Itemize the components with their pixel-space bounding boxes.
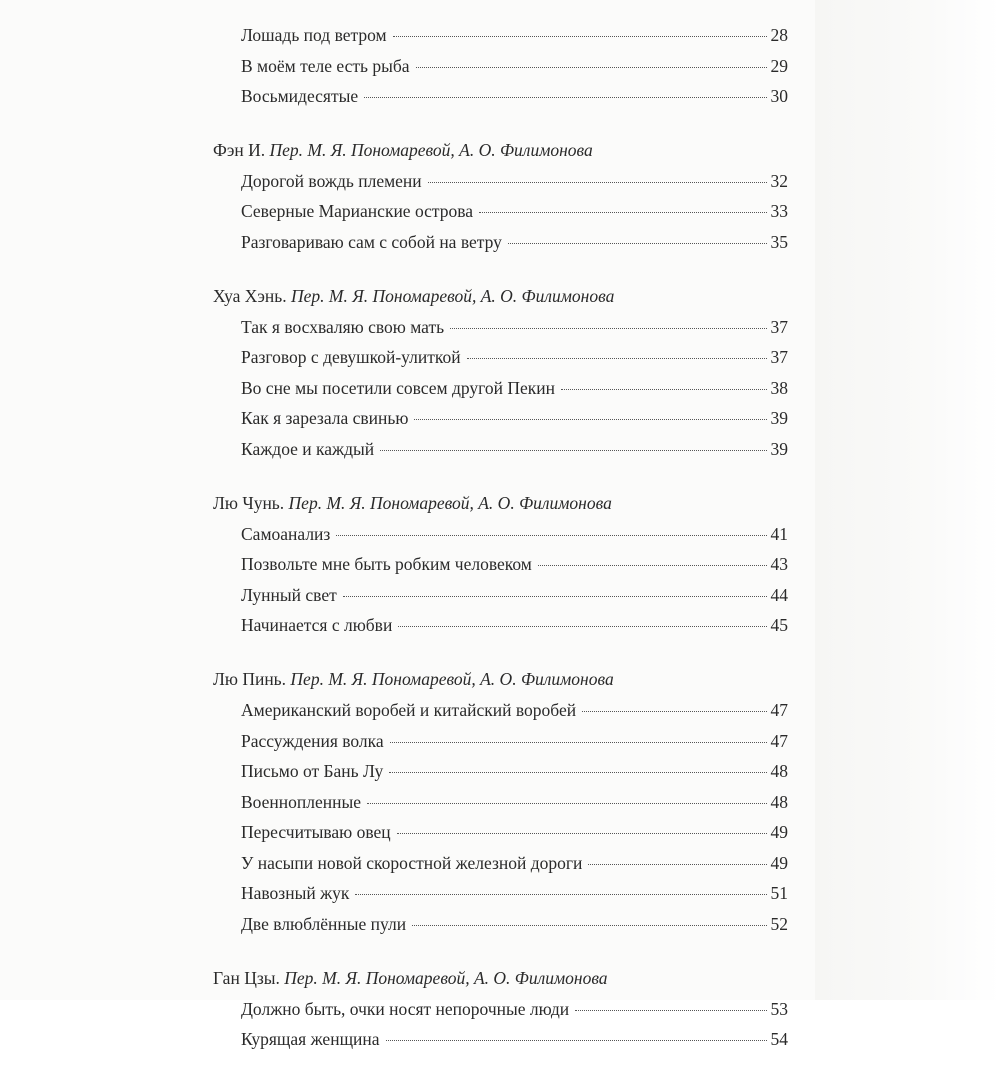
toc-entry [241, 166, 788, 197]
dot-leader [479, 212, 766, 213]
entry-page-number: 37 [770, 347, 788, 368]
entry-page-number: 41 [770, 523, 788, 544]
author-name: Фэн И. [213, 139, 266, 160]
author-name: Хуа Хэнь. [213, 285, 287, 306]
dot-leader [561, 389, 767, 390]
entry-page-number: 29 [770, 55, 788, 76]
entry-title: У насыпи новой скоростной железной дороги [241, 852, 583, 873]
dot-leader [390, 742, 767, 743]
translators-credit: Пер. М. Я. Пономаревой, А. О. Филимонова [288, 492, 612, 513]
entry-title: Разговор с девушкой-улиткой [241, 347, 461, 368]
entry-page-number: 37 [770, 316, 788, 337]
entry-title: Письмо от Бань Лу [241, 761, 384, 782]
author-heading [213, 488, 788, 519]
author-heading [213, 664, 788, 695]
dot-leader [467, 358, 767, 359]
entry-title: Должно быть, очки носят непорочные люди [241, 998, 570, 1019]
author-name: Лю Чунь. [213, 492, 285, 513]
entry-title: Курящая женщина [241, 1029, 380, 1050]
dot-leader [416, 67, 767, 68]
entry-title: Навозный жук [241, 883, 350, 904]
toc-entry [241, 695, 788, 726]
entry-page-number: 33 [770, 201, 788, 222]
toc-entry [241, 610, 788, 641]
entry-page-number: 48 [770, 791, 788, 812]
dot-leader [538, 565, 767, 566]
toc-entry [241, 51, 788, 82]
entry-title: Позвольте мне быть робким человеком [241, 554, 532, 575]
entry-page-number: 53 [770, 998, 788, 1019]
entry-title: Так я восхваляю свою мать [241, 316, 445, 337]
entry-page-number: 45 [770, 615, 788, 636]
toc-entry [241, 20, 788, 51]
toc-entry [241, 1024, 788, 1055]
entry-title: Каждое и каждый [241, 438, 375, 459]
author-heading [213, 963, 788, 994]
toc-entry [241, 373, 788, 404]
dot-leader [450, 328, 766, 329]
entry-page-number: 47 [770, 699, 788, 720]
toc-section [213, 135, 788, 258]
translators-credit: Пер. М. Я. Пономаревой, А. О. Филимонова [284, 967, 608, 988]
entry-page-number: 32 [770, 170, 788, 191]
toc-entry [241, 342, 788, 373]
entry-title: Во сне мы посетили совсем другой Пекин [241, 377, 555, 398]
entry-title: Разговариваю сам с собой на ветру [241, 231, 502, 252]
entry-title: Американский воробей и китайский воробей [241, 699, 577, 720]
toc-entry [241, 81, 788, 112]
dot-leader [364, 97, 766, 98]
entry-page-number: 28 [770, 25, 788, 45]
entry-title: В моём теле есть рыба [241, 55, 410, 76]
toc-entry [241, 403, 788, 434]
entry-title: Лунный свет [241, 584, 337, 605]
translators-credit: Пер. М. Я. Пономаревой, А. О. Филимонова [290, 668, 614, 689]
dot-leader [380, 450, 766, 451]
dot-leader [389, 772, 766, 773]
dot-leader [355, 894, 766, 895]
toc-entry [241, 817, 788, 848]
entry-page-number: 43 [770, 554, 788, 575]
dot-leader [508, 243, 767, 244]
dot-leader [343, 596, 767, 597]
entry-title: Дорогой вождь племени [241, 170, 422, 191]
entry-page-number: 54 [770, 1029, 788, 1050]
entry-title: Северные Марианские острова [241, 201, 474, 222]
toc-entry [241, 848, 788, 879]
dot-leader [414, 419, 766, 420]
entry-page-number: 49 [770, 822, 788, 843]
entry-page-number: 47 [770, 730, 788, 751]
toc-entry [241, 909, 788, 940]
entry-page-number: 39 [770, 408, 788, 429]
dot-leader [336, 535, 766, 536]
toc-entry [241, 519, 788, 550]
dot-leader [397, 833, 767, 834]
author-name: Ган Цзы. [213, 967, 280, 988]
dot-leader [428, 182, 767, 183]
dot-leader [575, 1010, 766, 1011]
entry-title: Восьмидесятые [241, 86, 359, 107]
toc-entry [241, 196, 788, 227]
toc-entry [241, 726, 788, 757]
dot-leader [393, 36, 767, 37]
translators-credit: Пер. М. Я. Пономаревой, А. О. Филимонова [269, 139, 593, 160]
toc-entry [241, 580, 788, 611]
author-name: Лю Пинь. [213, 668, 287, 689]
dot-leader [367, 803, 766, 804]
entry-page-number: 44 [770, 584, 788, 605]
toc-section [213, 963, 788, 1055]
entry-page-number: 38 [770, 377, 788, 398]
entry-title: Пересчитываю овец [241, 822, 391, 843]
toc-entry [241, 787, 788, 818]
entry-page-number: 30 [770, 86, 788, 107]
entry-page-number: 39 [770, 438, 788, 459]
entry-page-number: 49 [770, 852, 788, 873]
entry-title: Рассуждения волка [241, 730, 384, 751]
toc-entry [241, 756, 788, 787]
entry-title: Самоанализ [241, 523, 331, 544]
table-of-contents [213, 20, 788, 1078]
dot-leader [412, 925, 766, 926]
page-margin-edge [815, 0, 1000, 1000]
entry-title: Военнопленные [241, 791, 362, 812]
dot-leader [398, 626, 766, 627]
entry-page-number: 35 [770, 231, 788, 252]
entry-title: Две влюблённые пули [241, 914, 407, 935]
dot-leader [386, 1040, 767, 1041]
toc-entry [241, 878, 788, 909]
toc-entry [241, 994, 788, 1025]
dot-leader [582, 711, 766, 712]
dot-leader [588, 864, 766, 865]
entry-title: Начинается с любви [241, 615, 393, 636]
toc-entry [241, 434, 788, 465]
entry-page-number: 52 [770, 914, 788, 935]
toc-entry [241, 312, 788, 343]
toc-section [213, 488, 788, 641]
entry-title: Как я зарезала свинью [241, 408, 409, 429]
entry-page-number: 51 [770, 883, 788, 904]
entry-title: Лошадь под ветром [241, 25, 387, 45]
author-heading [213, 135, 788, 166]
toc-entry [241, 549, 788, 580]
author-heading [213, 281, 788, 312]
entry-page-number: 48 [770, 761, 788, 782]
toc-entry [241, 227, 788, 258]
toc-section [213, 664, 788, 940]
translators-credit: Пер. М. Я. Пономаревой, А. О. Филимонова [291, 285, 615, 306]
toc-section [213, 20, 788, 112]
toc-section [213, 281, 788, 465]
